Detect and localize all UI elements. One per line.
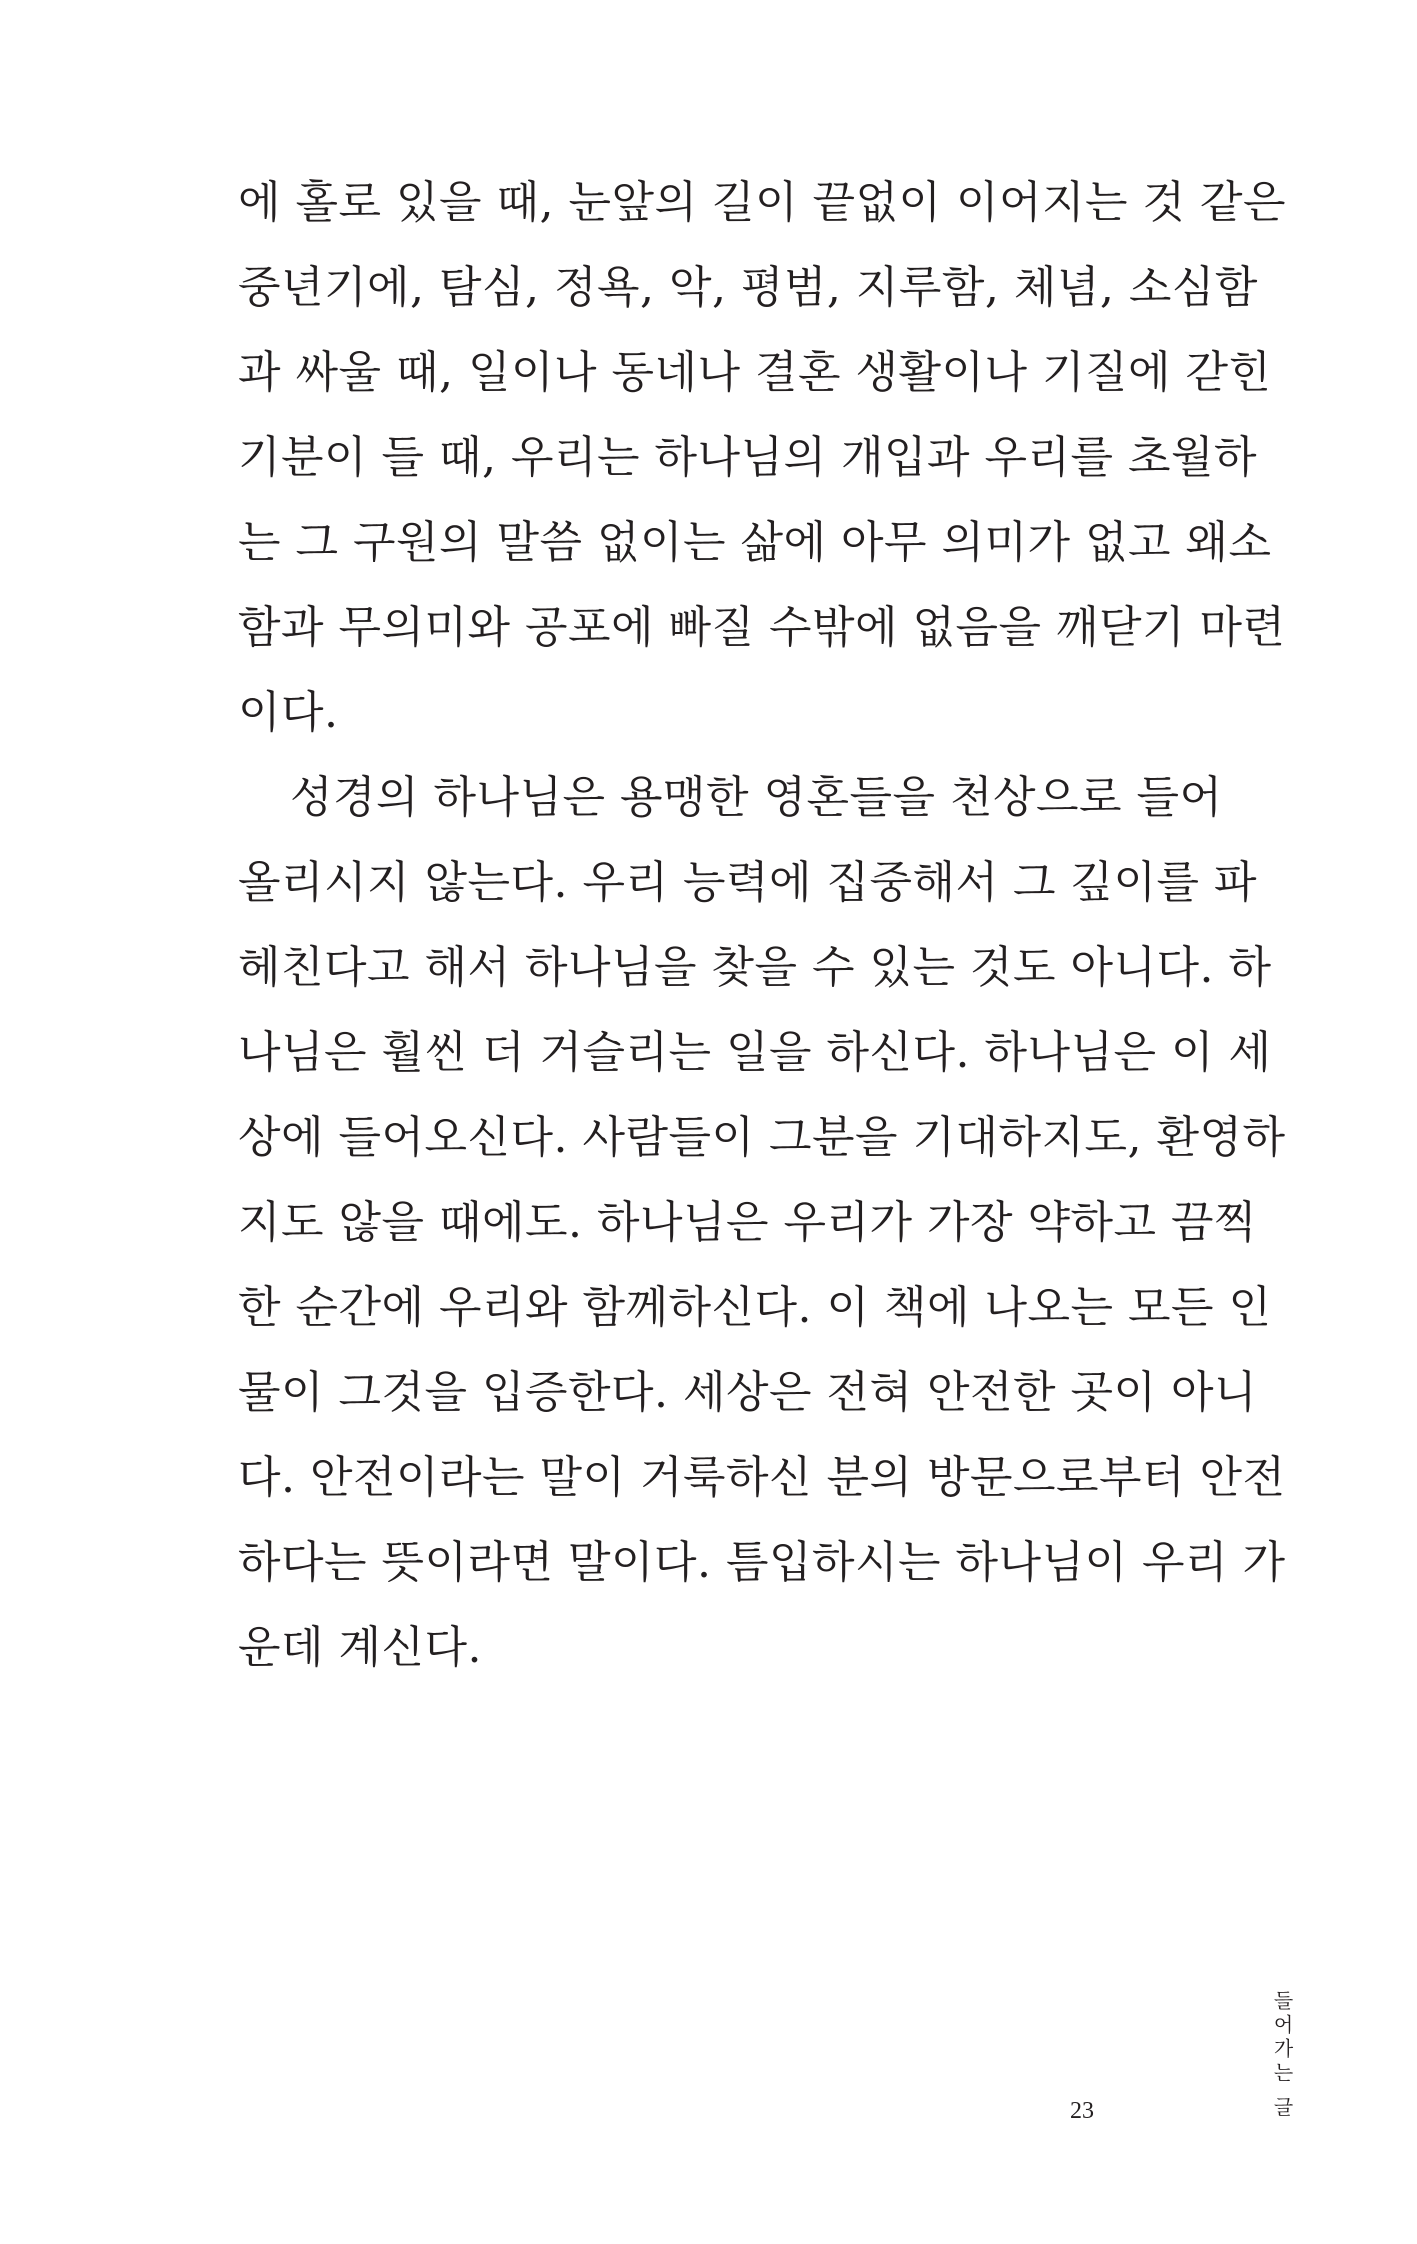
text-line: 나님은 훨씬 더 거슬리는 일을 하신다. 하나님은 이 세	[238, 1027, 1272, 1078]
body-text	[238, 160, 1286, 1690]
text-line: 지도 않을 때에도. 하나님은 우리가 가장 약하고 끔찍	[238, 1197, 1257, 1248]
text-line: 운데 계신다.	[238, 1622, 482, 1673]
text-line: 헤친다고 해서 하나님을 찾을 수 있는 것도 아니다. 하	[238, 942, 1272, 993]
text-line: 함과 무의미와 공포에 빠질 수밖에 없음을 깨닫기 마련	[238, 602, 1286, 653]
text-line: 상에 들어오신다. 사람들이 그분을 기대하지도, 환영하	[238, 1112, 1286, 1163]
page-number: 23	[1070, 2098, 1094, 2124]
text-line: 는 그 구원의 말씀 없이는 삶에 아무 의미가 없고 왜소	[238, 517, 1272, 568]
text-line: 이다.	[238, 687, 339, 738]
section-title: 들어가는 글	[1270, 1990, 1294, 2121]
text-line: 한 순간에 우리와 함께하신다. 이 책에 나오는 모든 인	[238, 1282, 1272, 1333]
text-line: 물이 그것을 입증한다. 세상은 전혀 안전한 곳이 아니	[238, 1367, 1257, 1418]
text-line: 중년기에, 탐심, 정욕, 악, 평범, 지루함, 체념, 소심함	[238, 262, 1258, 313]
text-line: 에 홀로 있을 때, 눈앞의 길이 끝없이 이어지는 것 같은	[238, 177, 1286, 228]
text-line: 올리시지 않는다. 우리 능력에 집중해서 그 깊이를 파	[238, 857, 1257, 908]
text-line: 과 싸울 때, 일이나 동네나 결혼 생활이나 기질에 갇힌	[238, 347, 1272, 398]
text-line: 성경의 하나님은 용맹한 영혼들을 천상으로 들어	[290, 772, 1223, 823]
text-line: 기분이 들 때, 우리는 하나님의 개입과 우리를 초월하	[238, 432, 1257, 483]
text-line: 다. 안전이라는 말이 거룩하신 분의 방문으로부터 안전	[238, 1452, 1286, 1503]
text-line: 하다는 뜻이라면 말이다. 틈입하시는 하나님이 우리 가	[238, 1537, 1286, 1588]
